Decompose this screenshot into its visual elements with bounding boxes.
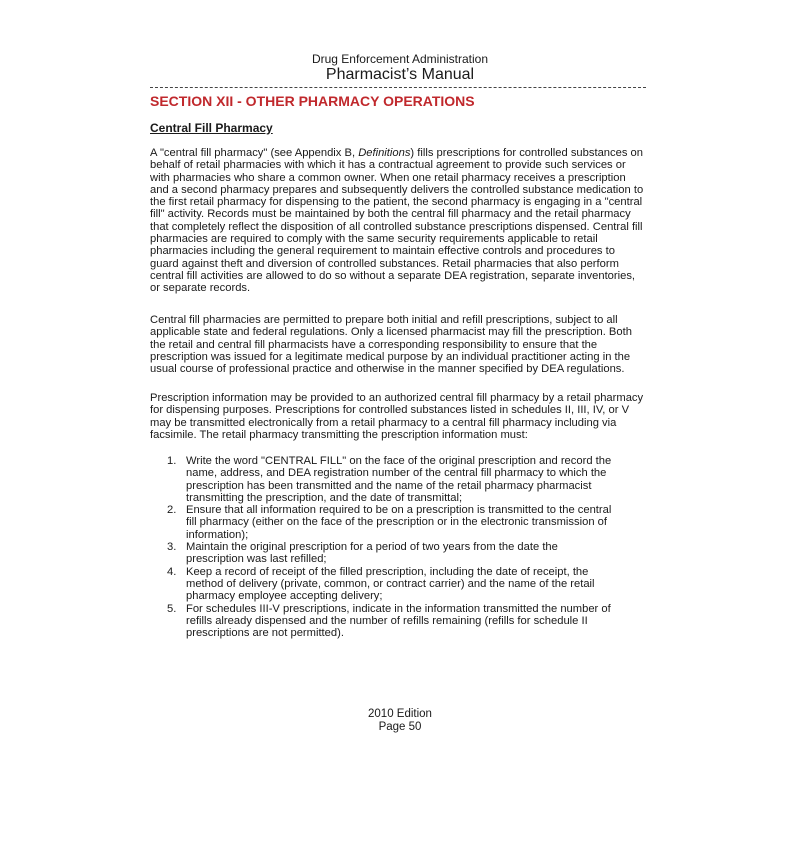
list-item [150, 504, 646, 541]
list-item [150, 566, 646, 603]
requirements-list [150, 455, 646, 639]
list-item-number: 4. [167, 565, 177, 578]
paragraph-2: Central fill pharmacies are permitted to prepare both initial and refill prescriptions, subject to all applicable state and federal regulations. Only a licensed pharmacist may fill the prescription. Both the retail and central fill pharmacists have a corresponding responsibility to ensure that the prescription was issued for a legitimate medical purpose by an individual practitioner acting in the usual course of professional practice and otherwise in the manner specified by DEA regulations. [150, 314, 632, 376]
header-divider [150, 87, 646, 88]
section-title: SECTION XII - OTHER PHARMACY OPERATIONS [150, 93, 475, 109]
footer-edition: 2010 Edition [368, 708, 432, 720]
definitions-emphasis: Definitions [358, 147, 411, 159]
list-item [150, 603, 646, 640]
paragraph-3: Prescription information may be provided to an authorized central fill pharmacy by a retail pharmacy for dispensing purposes. Prescriptions for controlled substances listed in schedules II, III, IV, or V may be transmitted electronically from a retail pharmacy to a central fill pharmacy including via facsimile. The retail pharmacy transmitting the prescription information must: [150, 392, 644, 441]
header-agency: Drug Enforcement Administration [311, 52, 489, 66]
paragraph-1-post: ) fills prescriptions for controlled substances on behalf of retail pharmacies with which it has a contractual agreement to provide such services or with pharmacies who share a common owner. When one retail pharmacy receives a prescription and a second pharmacy prepares and subsequently delivers the controlled substance medication to the first retail pharmacy for dispensing to the patient, the second pharmacy is engaging in a "central fill" activity. Records must be maintained by both the central fill pharmacy and the retail pharmacy that completely reflect the disposition of all controlled substance prescriptions dispensed. Central fill pharmacies are required to comply with the same security requirements applicable to retail pharmacies including the general requirement to maintain effective controls and procedures to guard against theft and diversion of controlled substances. Retail pharmacies that also perform central fill activities are allowed to do so without a separate DEA registration, separate inventories, or separate records. [150, 147, 644, 295]
paragraph-1-pre: A "central fill pharmacy" (see Appendix B, [150, 147, 359, 159]
footer-page-number: Page 50 [378, 721, 422, 733]
list-item-text: For schedules III-V prescriptions, indicate in the information transmitted the number of refills already dispensed and the number of refills remaining (refills for schedule II prescriptions are not permitted). [186, 602, 611, 640]
list-item [150, 541, 646, 566]
list-item-text: Keep a record of receipt of the filled prescription, including the date of receipt, the method of delivery (private, common, or contract carrier) and the name of the retail pharmacy employee accepting delivery; [186, 565, 595, 603]
list-item-number: 5. [167, 602, 177, 615]
subheading-central-fill: Central Fill Pharmacy [150, 121, 273, 135]
paragraph-1 [150, 147, 646, 295]
list-item-text: Write the word "CENTRAL FILL" on the face of the original prescription and record the name, address, and DEA registration number of the central fill pharmacy to which the prescription has been transmitted and the name of the retail pharmacy pharmacist transmitting the prescription, and the date of transmittal; [186, 455, 612, 504]
list-item-text: Maintain the original prescription for a period of two years from the date the prescription was last refilled; [186, 541, 558, 566]
list-item-number: 2. [167, 504, 177, 517]
header-manual-title: Pharmacist’s Manual [325, 66, 475, 83]
list-item-number: 3. [167, 541, 177, 554]
list-item-text: Ensure that all information required to be on a prescription is transmitted to the central fill pharmacy (either on the face of the prescription or in the electronic transmission of information); [186, 504, 612, 541]
list-item [150, 455, 646, 504]
list-item-number: 1. [167, 455, 177, 467]
